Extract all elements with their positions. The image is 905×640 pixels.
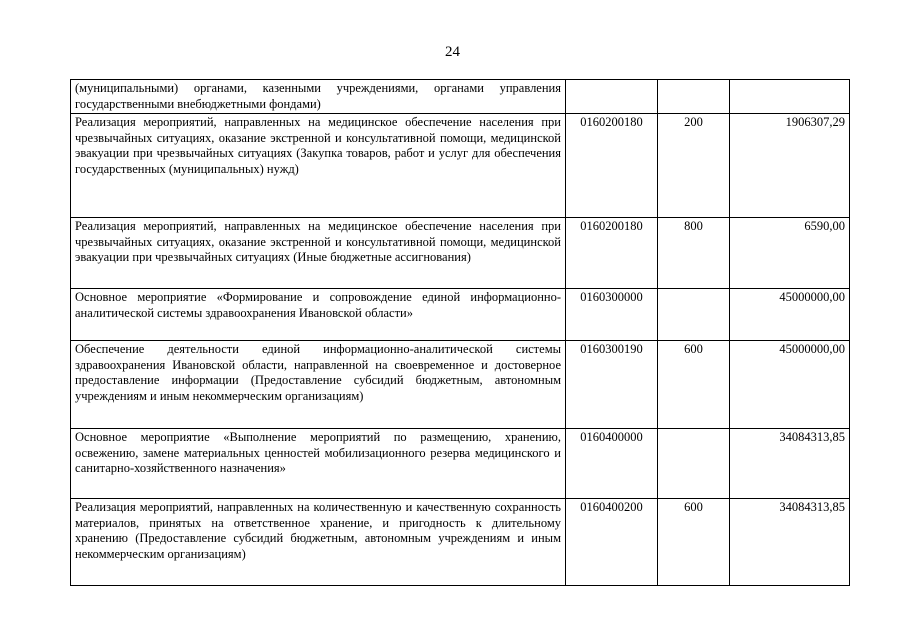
row-expense-type bbox=[658, 80, 730, 114]
row-expense-type: 800 bbox=[658, 218, 730, 289]
row-amount: 45000000,00 bbox=[730, 289, 850, 341]
row-description: Основное мероприятие «Формирование и сопровождение единой информационно-аналитической системы здравоохранения Ивановской области» bbox=[71, 289, 566, 341]
page-number: 24 bbox=[445, 44, 460, 60]
row-description: Основное мероприятие «Выполнение мероприятий по размещению, хранению, освежению, замене материальных ценностей мобилизационного резерва медицинского и санитарно-хозяйственного назначения» bbox=[71, 429, 566, 499]
row-target-code: 0160200180 bbox=[566, 114, 658, 218]
table-row bbox=[71, 341, 850, 429]
table-row bbox=[71, 499, 850, 586]
row-amount: 1906307,29 bbox=[730, 114, 850, 218]
table-row bbox=[71, 429, 850, 499]
row-description: Реализация мероприятий, направленных на количественную и качественную сохранность материалов, принятых на ответственное хранение, и пригодность к длительному хранению (Предоставление субсидий бюджетным, автономным учреждениям и иным некоммерческим организациям) bbox=[71, 499, 566, 586]
row-amount: 34084313,85 bbox=[730, 429, 850, 499]
row-target-code: 0160400200 bbox=[566, 499, 658, 586]
row-description: Обеспечение деятельности единой информационно-аналитической системы здравоохранения Ивановской области, направленной на своевременное и достоверное предоставление информации (Предоставление субсидий бюджетным, автономным учреждениям и иным некоммерческим организациям) bbox=[71, 341, 566, 429]
table-row bbox=[71, 80, 850, 114]
row-expense-type: 600 bbox=[658, 341, 730, 429]
table-row bbox=[71, 218, 850, 289]
row-target-code: 0160300190 bbox=[566, 341, 658, 429]
row-description: (муниципальными) органами, казенными учреждениями, органами управления государственными внебюджетными фондами) bbox=[71, 80, 566, 114]
row-target-code bbox=[566, 80, 658, 114]
row-amount bbox=[730, 80, 850, 114]
row-target-code: 0160200180 bbox=[566, 218, 658, 289]
row-target-code: 0160400000 bbox=[566, 429, 658, 499]
table-row bbox=[71, 289, 850, 341]
row-amount: 34084313,85 bbox=[730, 499, 850, 586]
budget-table bbox=[70, 79, 850, 586]
row-description: Реализация мероприятий, направленных на медицинское обеспечение населения при чрезвычайных ситуациях, оказание экстренной и консультативной помощи, медицинской эвакуации при чрезвычайных ситуациях (Иные бюджетные ассигнования) bbox=[71, 218, 566, 289]
row-expense-type: 600 bbox=[658, 499, 730, 586]
row-amount: 6590,00 bbox=[730, 218, 850, 289]
row-amount: 45000000,00 bbox=[730, 341, 850, 429]
row-expense-type bbox=[658, 429, 730, 499]
table-row bbox=[71, 114, 850, 218]
row-expense-type: 200 bbox=[658, 114, 730, 218]
row-description: Реализация мероприятий, направленных на медицинское обеспечение населения при чрезвычайных ситуациях, оказание экстренной и консультативной помощи, медицинской эвакуации при чрезвычайных ситуациях (Закупка товаров, работ и услуг для обеспечения государственных (муниципальных) нужд) bbox=[71, 114, 566, 218]
row-target-code: 0160300000 bbox=[566, 289, 658, 341]
row-expense-type bbox=[658, 289, 730, 341]
